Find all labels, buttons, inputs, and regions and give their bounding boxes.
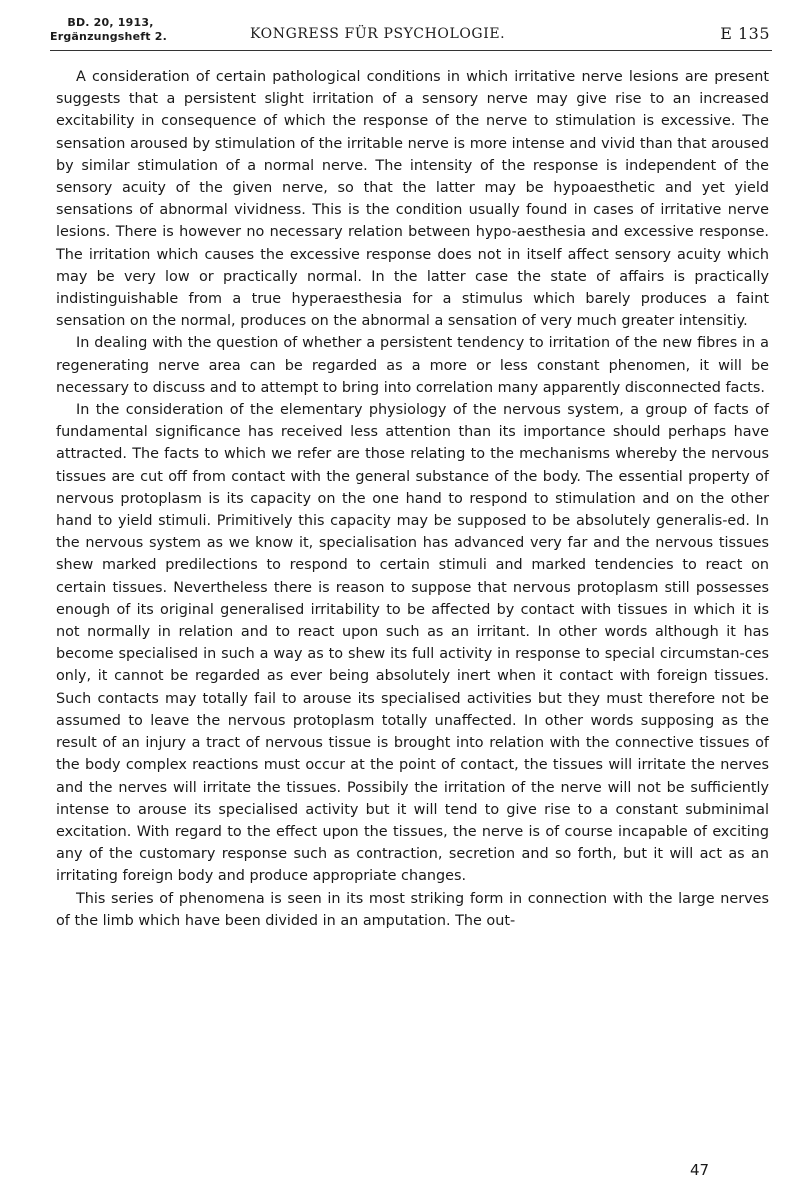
paragraph: A consideration of certain pathological conditions in which irritative nerve lesions are present suggests that a persistent slight irritation of a sensory nerve may give rise to an increased excitability in consequence of which the response of the nerve to stimulation is excessive. The sensation aroused by stimulation of the irritable nerve is more intense and vivid than that aroused by similar stimulation of a normal nerve. The intensity of the response is independent of the sensory acuity of the given nerve, so that the latter may be hypoaesthetic and yet yield sensations of abnormal vividness. This is the condition usually found in cases of irritative nerve lesions. There is however no necessary relation between hypo-aesthesia and excessive response. The irritation which causes the excessive response does not in itself affect sensory acuity which may be very low or practically normal. In the latter case the state of affairs is practically indistinguishable from a true hyperaesthesia for a stimulus which barely produces a faint sensation on the normal, produces on the abnormal a sensation of very much greater intensitiy. (56, 69, 769, 330)
volume-info (50, 16, 167, 44)
article-body (56, 66, 769, 932)
paragraph: In dealing with the question of whether a persistent tendency to irritation of the new fibres in a regenerating nerve area can be regarded as a more or less constant phenomen, it will be necessary to discuss and to attempt to bring into correlation many apparently disconnected facts. (56, 335, 769, 396)
running-header (50, 14, 772, 51)
paragraph: In the consideration of the elementary physiology of the nervous system, a group of facts of fundamental significance has received less attention than its importance should perhaps have attracted. The facts to which we refer are those relating to the mechanisms whereby the nervous tissues are cut off from contact with the general substance of the body. The essential property of nervous protoplasm is its capacity on the one hand to respond to stimulation and on the other hand to yield stimuli. Primitively this capacity may be supposed to be absolutely generalis-ed. In the nervous system as we know it, specialisation has advanced very far and the nervous tissues shew marked predilections to respond to certain stimuli and marked tendencies to react on certain tissues. Nevertheless there is reason to suppose that nervous protoplasm still possesses enough of its original generalised irritability to be affected by contact with tissues in which it is not normally in relation and to react upon such as an irritant. In other words although it has become specialised in such a way as to shew its full activity in response to special circumstan-ces only, it cannot be regarded as ever being absolutely inert when it contact with foreign tissues. Such contacts may totally fail to arouse its specialised activities but they must therefore not be assumed to leave the nervous protoplasm totally unaffected. In other words supposing as the result of an injury a tract of nervous tissue is brought into relation with the connective tissues of the body complex reactions must occur at the point of contact, the tissues will irritate the nerves and the nerves will irritate the tissues. Possibily the irritation of the nerve will not be sufficiently intense to arouse its specialised activity but it will tend to give rise to a constant subminimal excitation. With regard to the effect upon the tissues, the nerve is of course incapable of exciting any of the customary response such as contraction, secretion and so forth, but it will act as an irritating foreign body and produce appropriate changes. (56, 402, 769, 885)
paragraph: This series of phenomena is seen in its most striking form in connection with the large nerves of the limb which have been divided in an amputation. The out- (56, 890, 769, 929)
page-reference: E 135 (720, 24, 770, 43)
journal-title: KONGRESS FÜR PSYCHOLOGIE. (250, 26, 506, 42)
supplement-label: Ergänzungsheft 2. (50, 30, 167, 43)
volume-number: BD. 20, 1913, (67, 16, 154, 29)
page-number: 47 (690, 1161, 710, 1179)
